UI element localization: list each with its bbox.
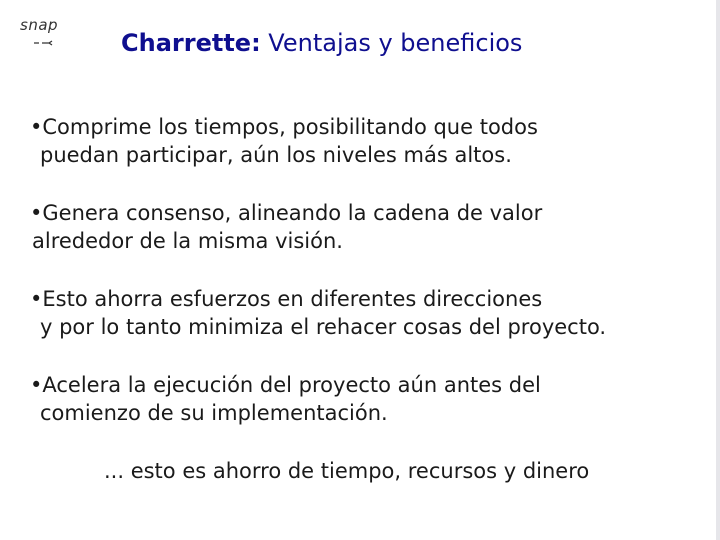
page-title — [121, 29, 522, 57]
bullet-line: •Esto ahorra esfuerzos en diferentes direcciones — [30, 287, 543, 311]
title-rest: Ventajas y beneficios — [260, 29, 523, 57]
bullet-line: y por lo tanto minimiza el rehacer cosas del proyecto. — [40, 315, 607, 339]
bullet-line: comienzo de su implementación. — [40, 401, 388, 425]
bullet-item — [30, 113, 538, 169]
bullet-line: puedan participar, aún los niveles más altos. — [40, 143, 512, 167]
bullet-line: •Acelera la ejecución del proyecto aún antes del — [30, 373, 541, 397]
closing-statement: ... esto es ahorro de tiempo, recursos y dinero — [104, 459, 590, 483]
bullet-line: alrededor de la misma visión. — [32, 229, 343, 253]
bullet-item — [30, 371, 541, 427]
bullet-line: •Comprime los tiempos, posibilitando que todos — [30, 115, 538, 139]
slide-edge-rule — [716, 0, 720, 540]
bullet-item — [30, 199, 542, 255]
bullet-line: •Genera consenso, alineando la cadena de valor — [30, 201, 543, 225]
snap-logo: snap — [20, 16, 59, 34]
title-strong: Charrette: — [121, 29, 261, 57]
bullet-item — [30, 285, 606, 341]
logo-underline-mark — [33, 40, 55, 46]
